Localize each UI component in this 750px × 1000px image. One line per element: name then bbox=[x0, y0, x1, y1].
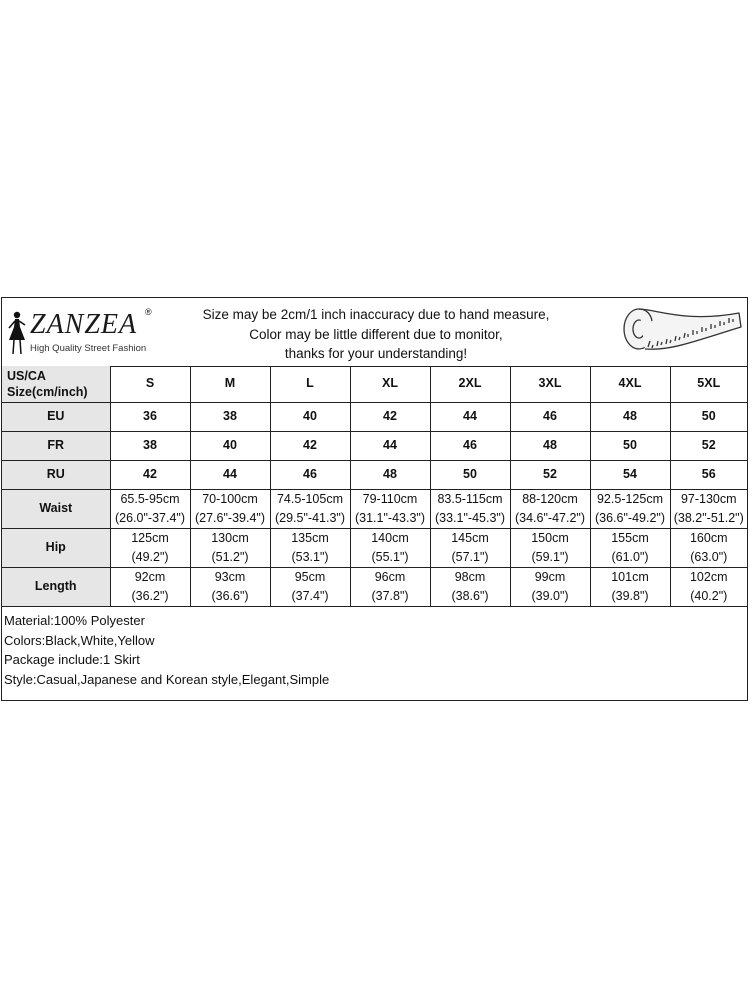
size-header-cell: XL bbox=[350, 366, 430, 402]
inch-value: (37.4") bbox=[291, 588, 329, 603]
table-cell bbox=[190, 489, 270, 528]
cm-value: 98cm bbox=[454, 569, 486, 584]
inch-value: (26.0"-37.4") bbox=[114, 510, 186, 525]
cm-value: 95cm bbox=[294, 569, 326, 584]
size-header-cell: 5XL bbox=[670, 366, 747, 402]
notice-line: Size may be 2cm/1 inch inaccuracy due to hand measure, bbox=[202, 307, 550, 322]
table-cell bbox=[110, 528, 190, 567]
table-cell: 48 bbox=[350, 460, 430, 489]
notice-line: Color may be little different due to monitor, bbox=[249, 326, 503, 342]
brand-tagline: High Quality Street Fashion bbox=[30, 343, 147, 354]
corner-label bbox=[2, 366, 110, 402]
size-header-row bbox=[2, 366, 747, 402]
cm-value: 92cm bbox=[134, 569, 166, 584]
table-cell bbox=[430, 528, 510, 567]
table-cell: 44 bbox=[350, 431, 430, 460]
style-text: Style:Casual,Japanese and Korean style,Elegant,Simple bbox=[4, 671, 330, 687]
inch-value: (36.6") bbox=[211, 588, 249, 603]
table-cell bbox=[430, 567, 510, 606]
table-cell: 42 bbox=[350, 402, 430, 431]
inch-value: (53.1") bbox=[291, 549, 329, 564]
size-header-cell: S bbox=[110, 366, 190, 402]
cm-value: 125cm bbox=[131, 530, 169, 545]
cm-value: 74.5-105cm bbox=[276, 491, 343, 506]
row-label: EU bbox=[2, 402, 110, 431]
brand-name: ZANZEA bbox=[30, 309, 138, 340]
cm-value: 93cm bbox=[214, 569, 246, 584]
table-cell: 46 bbox=[510, 402, 590, 431]
cm-value: 83.5-115cm bbox=[437, 491, 503, 506]
table-cell: 46 bbox=[270, 460, 350, 489]
table-cell: 50 bbox=[670, 402, 747, 431]
cm-value: 88-120cm bbox=[522, 491, 578, 506]
table-row-hip bbox=[2, 528, 747, 567]
registered-mark: ® bbox=[145, 307, 152, 317]
table-cell: 46 bbox=[430, 431, 510, 460]
inch-value: (57.1") bbox=[451, 549, 489, 564]
corner-label-line: Size(cm/inch) bbox=[7, 384, 88, 399]
table-cell bbox=[270, 528, 350, 567]
table-cell: 52 bbox=[510, 460, 590, 489]
table-row-ru bbox=[2, 460, 747, 489]
table-row-fr bbox=[2, 431, 747, 460]
table-cell bbox=[270, 567, 350, 606]
table-cell bbox=[670, 567, 747, 606]
row-label: Length bbox=[2, 567, 110, 606]
cm-value: 150cm bbox=[531, 530, 569, 545]
table-cell bbox=[110, 567, 190, 606]
inch-value: (34.6"-47.2") bbox=[514, 510, 586, 525]
table-row-length bbox=[2, 567, 747, 606]
table-cell: 44 bbox=[430, 402, 510, 431]
package-text: Package include:1 Skirt bbox=[4, 652, 140, 667]
inch-value: (29.5"-41.3") bbox=[274, 510, 346, 525]
brand-logo bbox=[6, 306, 156, 356]
table-cell: 54 bbox=[590, 460, 670, 489]
table-cell: 48 bbox=[510, 431, 590, 460]
measurement-notice bbox=[152, 305, 600, 364]
inch-value: (33.1"-45.3") bbox=[434, 510, 506, 525]
cm-value: 65.5-95cm bbox=[120, 491, 180, 506]
table-cell: 50 bbox=[590, 431, 670, 460]
table-cell: 48 bbox=[590, 402, 670, 431]
inch-value: (40.2") bbox=[690, 588, 728, 603]
row-label: Hip bbox=[2, 528, 110, 567]
table-cell: 50 bbox=[430, 460, 510, 489]
row-label: RU bbox=[2, 460, 110, 489]
table-cell bbox=[590, 567, 670, 606]
table-row-waist bbox=[2, 489, 747, 528]
product-details bbox=[4, 611, 329, 689]
notice-line: thanks for your understanding! bbox=[284, 346, 468, 361]
inch-value: (39.8") bbox=[611, 588, 649, 603]
inch-value: (59.1") bbox=[531, 549, 569, 564]
cm-value: 92.5-125cm bbox=[596, 491, 663, 506]
cm-value: 79-110cm bbox=[362, 491, 418, 506]
table-cell bbox=[670, 528, 747, 567]
cm-value: 135cm bbox=[291, 530, 329, 545]
table-cell bbox=[590, 489, 670, 528]
table-row-eu bbox=[2, 402, 747, 431]
table-cell bbox=[670, 489, 747, 528]
inch-value: (38.6") bbox=[451, 588, 489, 603]
inch-value: (31.1"-43.3") bbox=[354, 510, 426, 525]
colors-text: Colors:Black,White,Yellow bbox=[4, 632, 155, 648]
fashion-figure-icon bbox=[6, 310, 28, 356]
inch-value: (63.0") bbox=[690, 549, 728, 564]
table-cell: 38 bbox=[110, 431, 190, 460]
inch-value: (51.2") bbox=[211, 549, 249, 564]
table-cell: 40 bbox=[190, 431, 270, 460]
cm-value: 130cm bbox=[211, 530, 249, 545]
table-cell: 36 bbox=[110, 402, 190, 431]
cm-value: 101cm bbox=[611, 569, 649, 584]
table-cell bbox=[510, 528, 590, 567]
cm-value: 145cm bbox=[451, 530, 489, 545]
inch-value: (36.2") bbox=[131, 588, 169, 603]
table-cell: 42 bbox=[110, 460, 190, 489]
table-cell bbox=[590, 528, 670, 567]
cm-value: 155cm bbox=[611, 530, 649, 545]
size-header-cell: 3XL bbox=[510, 366, 590, 402]
inch-value: (39.0") bbox=[531, 588, 569, 603]
size-header-cell: M bbox=[190, 366, 270, 402]
table-cell bbox=[190, 528, 270, 567]
cm-value: 140cm bbox=[371, 530, 409, 545]
table-cell bbox=[110, 489, 190, 528]
table-cell: 56 bbox=[670, 460, 747, 489]
table-cell bbox=[430, 489, 510, 528]
cm-value: 70-100cm bbox=[202, 491, 258, 506]
size-chart-sheet bbox=[1, 297, 748, 701]
size-table bbox=[2, 366, 747, 607]
row-label: FR bbox=[2, 431, 110, 460]
measuring-tape-icon bbox=[615, 301, 743, 363]
inch-value: (49.2") bbox=[131, 549, 169, 564]
cm-value: 102cm bbox=[689, 569, 728, 584]
cm-value: 96cm bbox=[374, 569, 406, 584]
table-cell bbox=[350, 489, 430, 528]
table-cell bbox=[270, 489, 350, 528]
inch-value: (27.6"-39.4") bbox=[194, 510, 266, 525]
row-label: Waist bbox=[2, 489, 110, 528]
inch-value: (61.0") bbox=[611, 549, 649, 564]
inch-value: (37.8") bbox=[371, 588, 409, 603]
table-cell bbox=[350, 567, 430, 606]
table-cell: 38 bbox=[190, 402, 270, 431]
chart-header bbox=[2, 298, 747, 367]
table-cell bbox=[350, 528, 430, 567]
inch-value: (55.1") bbox=[371, 549, 409, 564]
table-cell: 52 bbox=[670, 431, 747, 460]
cm-value: 160cm bbox=[689, 530, 728, 545]
size-header-cell: 4XL bbox=[590, 366, 670, 402]
material-text: Material:100% Polyester bbox=[4, 613, 145, 628]
size-header-cell: L bbox=[270, 366, 350, 402]
corner-label-line: US/CA bbox=[7, 368, 46, 383]
table-cell bbox=[190, 567, 270, 606]
size-header-cell: 2XL bbox=[430, 366, 510, 402]
table-cell: 44 bbox=[190, 460, 270, 489]
table-cell: 42 bbox=[270, 431, 350, 460]
table-cell bbox=[510, 489, 590, 528]
table-cell bbox=[510, 567, 590, 606]
table-cell: 40 bbox=[270, 402, 350, 431]
inch-value: (36.6"-49.2") bbox=[594, 510, 666, 525]
inch-value: (38.2"-51.2") bbox=[673, 510, 744, 525]
cm-value: 97-130cm bbox=[680, 491, 737, 506]
cm-value: 99cm bbox=[534, 569, 566, 584]
